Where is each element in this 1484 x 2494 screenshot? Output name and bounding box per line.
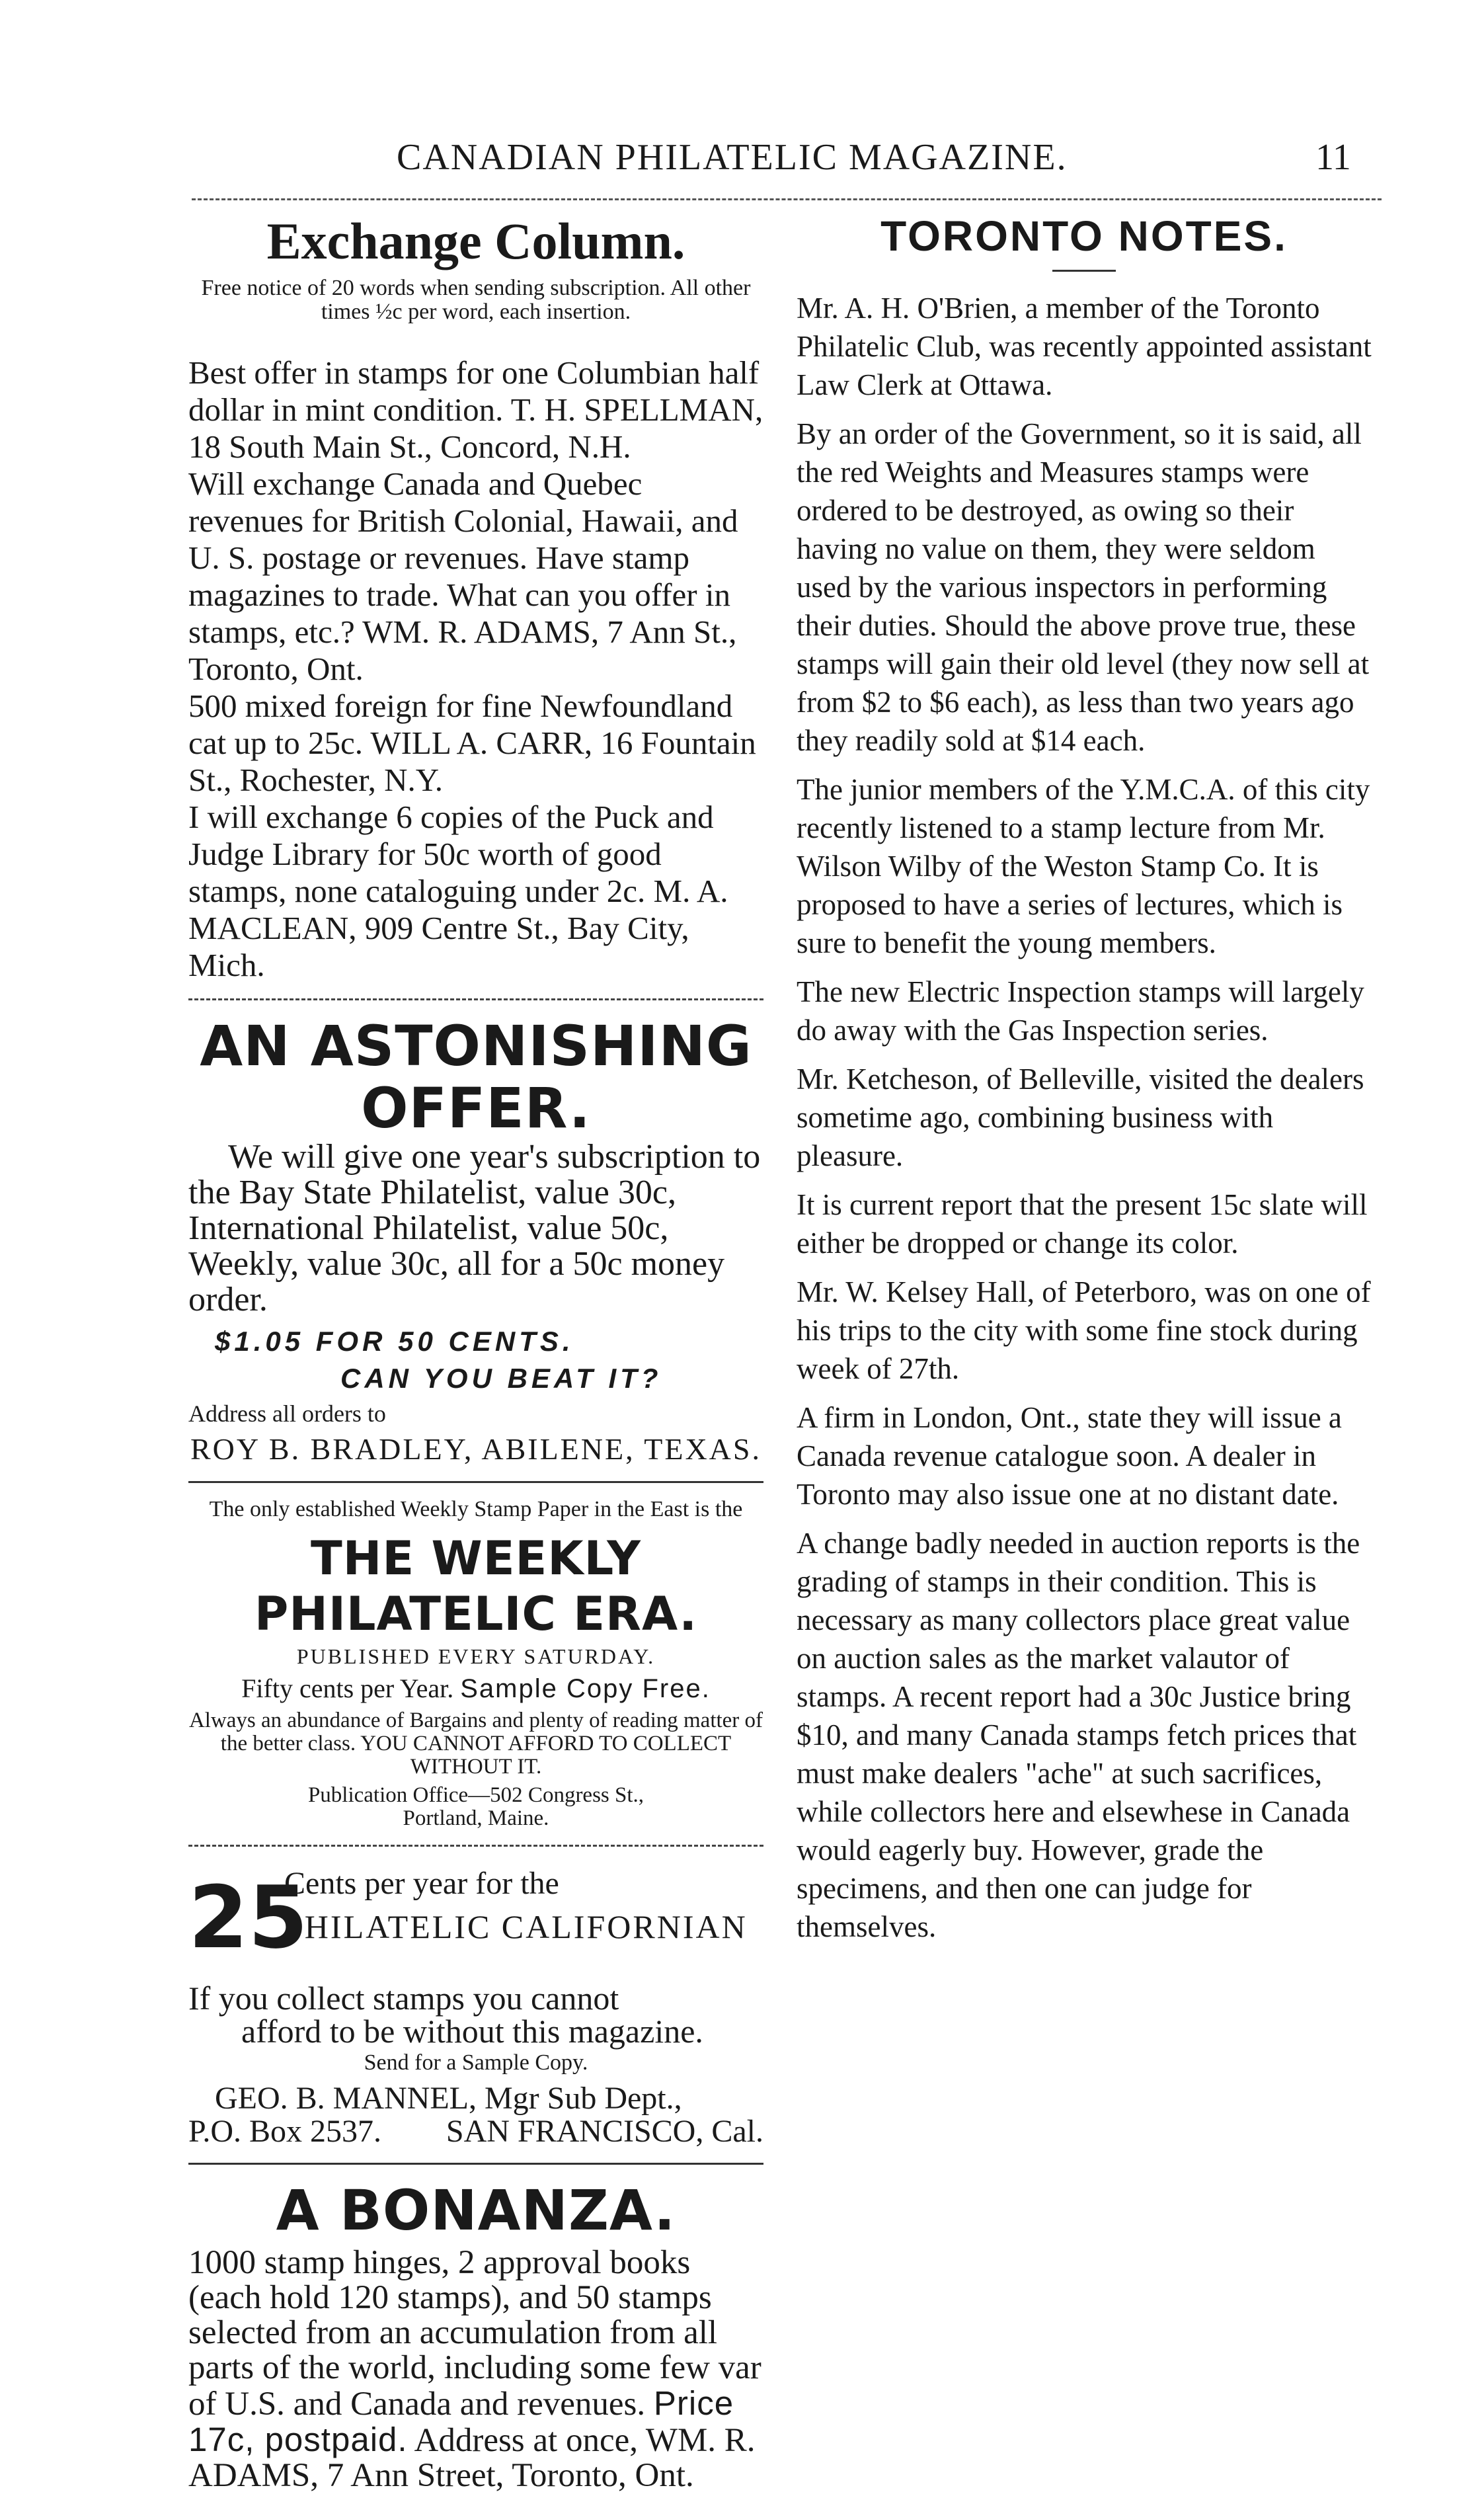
weekly-era-office-line: Publication Office—502 Congress St., (307, 1783, 644, 1807)
exchange-column-note: Free notice of 20 words when sending subscription. All other times ½c per word, each insertion. (201, 276, 751, 324)
californian-signature-line: GEO. B. MANNEL, Mgr Sub Dept., (215, 2081, 682, 2116)
californian-body-line: afford to be without this magazine. (241, 2013, 703, 2050)
note-paragraph: It is current report that the present 15c slate will either be dropped or change its color. (797, 1188, 1368, 1260)
bonanza-price: Price 17c, postpaid. (188, 2384, 734, 2458)
ad-divider (188, 1845, 763, 1847)
weekly-era-price (188, 1673, 763, 1704)
exchange-entry: Best offer in stamps for one Columbian half dollar in mint condition. T. H. SPELLMAN, 18 South Main St., Concord, N.H. (188, 354, 763, 465)
note-paragraph: Mr. W. Kelsey Hall, of Peterboro, was on one of his trips to the city with some fine stock during week of 27th. (797, 1275, 1371, 1385)
weekly-era-office (188, 1784, 763, 1830)
californian-signature (188, 2082, 763, 2148)
bonanza-body-text: 1000 stamp hinges, 2 approval books (each hold 120 stamps), and 50 stamps selected from an accumulation from all parts of the world, including some few var of U.S. and Canada and revenues. (188, 2244, 762, 2423)
bonanza-ad (188, 2179, 763, 2493)
right-column (797, 212, 1372, 1956)
exchange-entry: Will exchange Canada and Quebec revenues for British Colonial, Hawaii, and U. S. postage or revenues. Have stamp magazines to trade. What can you offer in stamps, etc.? WM. R. ADAMS, 7 Ann St., Toronto, Ont. (188, 465, 738, 687)
californian-body-line: If you collect stamps you cannot (188, 1980, 619, 2017)
note-paragraph: The new Electric Inspection stamps will largely do away with the Gas Inspection series. (797, 975, 1364, 1047)
toronto-notes-heading: TORONTO NOTES. (880, 212, 1288, 260)
bonanza-body (188, 2245, 763, 2493)
astonishing-offer-price: $1.05 FOR 50 CENTS. (215, 1326, 574, 1357)
californian-header (188, 1861, 763, 1979)
ad-divider (188, 2163, 763, 2165)
header-rule (192, 198, 1382, 200)
note-paragraph: A firm in London, Ont., state they will issue a Canada revenue catalogue soon. A dealer in Toronto may also issue one at no distant date. (797, 1401, 1342, 1511)
astonishing-offer-signature: ROY B. BRADLEY, ABILENE, TEXAS. (190, 1432, 762, 1466)
astonishing-offer-address-label: Address all orders to (188, 1400, 386, 1427)
note-paragraph: A change badly needed in auction reports is the grading of stamps in their condition. This is necessary as many collectors place great value on auction sales as the market valautor of stamps. A recent report had a 30c Justice bring $10, and many Canada stamps fetch prices that must make dealers "ache" at such sacrifices, while collectors here and elsewhese in Canada would eagerly buy. However, grade the specimens, and then one can judge for themselves. (797, 1527, 1360, 1943)
californian-body (188, 1982, 763, 2048)
californian-signature-row (188, 2115, 763, 2148)
bonanza-address: Address at once, WM. R. ADAMS, 7 Ann Street, Toronto, Ont. (188, 2422, 756, 2494)
left-column (188, 212, 763, 2493)
californian-ad (188, 1861, 763, 2148)
note-paragraph: Mr. Ketcheson, of Belleville, visited the dealers sometime ago, combining business with pleasure. (797, 1063, 1364, 1172)
astonishing-offer-challenge: CAN YOU BEAT IT? (340, 1363, 662, 1394)
note-paragraph: Mr. A. H. O'Brien, a member of the Toronto Philatelic Club, was recently appointed assistant Law Clerk at Ottawa. (797, 292, 1372, 401)
californian-big-number: 25 (188, 1867, 308, 1968)
ad-divider (188, 998, 763, 1000)
running-head-title: CANADIAN PHILATELIC MAGAZINE. (397, 137, 1068, 178)
toronto-notes-body (797, 289, 1372, 1946)
exchange-column-heading: Exchange Column. (266, 212, 685, 270)
weekly-era-office-line: Portland, Maine. (403, 1806, 549, 1830)
astonishing-offer-body: We will give one year's subscription to the Bay State Philatelist, value 30c, International Philatelist, value 50c, Weekly, value 30c, all for a 50c money order. (188, 1138, 761, 1318)
exchange-entries (188, 354, 763, 984)
weekly-era-tagline: The only established Weekly Stamp Paper in the East is the (209, 1497, 743, 1521)
weekly-era-title: THE WEEKLY PHILATELIC ERA. (254, 1531, 698, 1641)
note-paragraph: By an order of the Government, so it is said, all the red Weights and Measures stamps were ordered to be destroyed, as owing so their having no value on them, they were seldom used by the various inspectors in performing their duties. Should the above prove true, these stamps will gain their old level (they now sell at from $2 to $6 each), as less than two years ago they readily sold at $14 each. (797, 417, 1370, 757)
californian-send-line: Send for a Sample Copy. (364, 2050, 588, 2075)
weekly-era-ad (188, 1498, 763, 1830)
toronto-notes-rule (1052, 270, 1116, 272)
note-paragraph: The junior members of the Y.M.C.A. of this city recently listened to a stamp lecture from Mr. Wilson Wilby of the Weston Stamp Co. It is proposed to have a series of lectures, which is sure to benefit the young members. (797, 773, 1370, 959)
astonishing-offer-ad (188, 1015, 763, 1467)
californian-city: SAN FRANCISCO, Cal. (446, 2114, 763, 2149)
ad-divider (188, 1481, 763, 1483)
weekly-era-sample-offer: Sample Copy Free. (460, 1674, 711, 1703)
weekly-era-published: PUBLISHED EVERY SATURDAY. (296, 1644, 656, 1668)
page-number: 11 (1315, 137, 1351, 178)
bonanza-headline: A BONANZA. (276, 2178, 676, 2243)
weekly-era-price-text: Fifty cents per Year. (241, 1673, 454, 1703)
californian-line: Cents per year for the (284, 1866, 559, 1901)
astonishing-offer-headline: AN ASTONISHING OFFER. (200, 1014, 752, 1141)
weekly-era-blurb: Always an abundance of Bargains and plenty of reading matter of the better class. YOU CANNOT AFFORD TO COLLECT WITHOUT IT. (188, 1709, 763, 1779)
californian-po-box: P.O. Box 2537. (188, 2114, 382, 2149)
californian-title: PHILATELIC CALIFORNIAN (284, 1908, 748, 1945)
exchange-entry: I will exchange 6 copies of the Puck and Judge Library for 50c worth of good stamps, none cataloguing under 2c. M. A. MACLEAN, 909 Centre St., Bay City, Mich. (188, 799, 728, 983)
exchange-entry: 500 mixed foreign for fine Newfoundland cat up to 25c. WILL A. CARR, 16 Fountain St., Rochester, N.Y. (188, 688, 756, 798)
exchange-column-section (188, 212, 763, 984)
